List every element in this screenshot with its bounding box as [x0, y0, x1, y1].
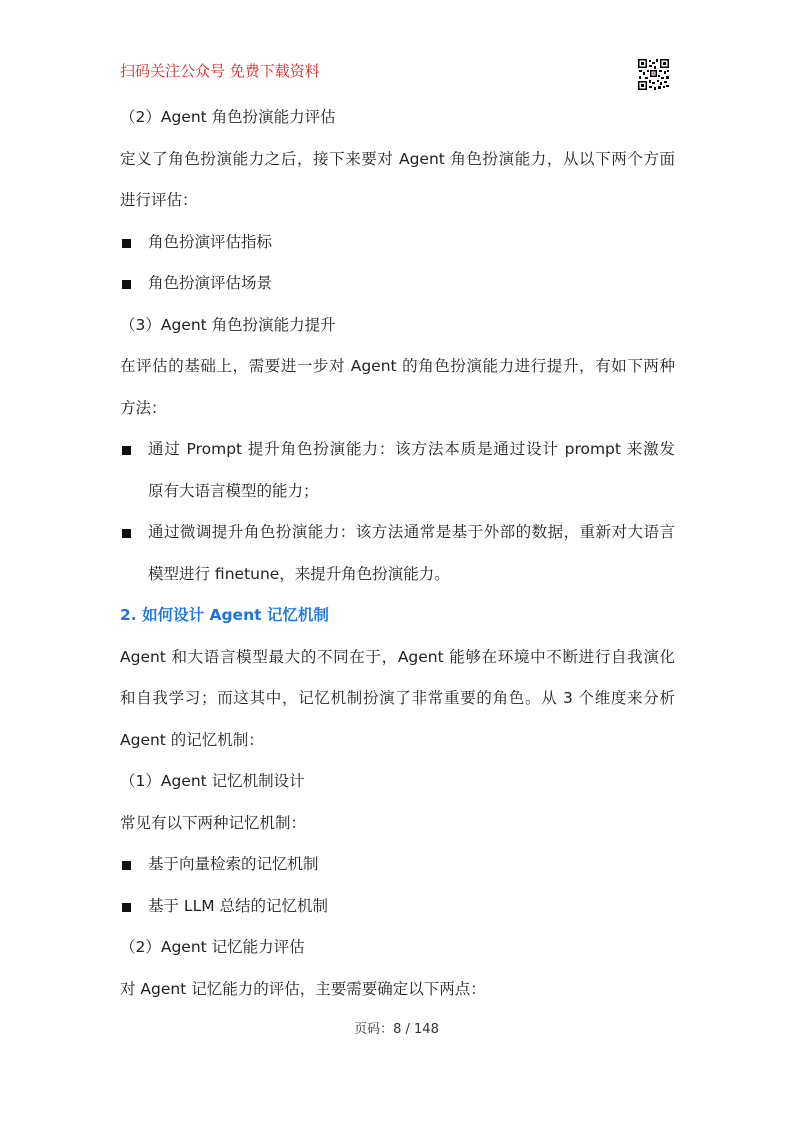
section-heading: 2. 如何设计 Agent 记忆机制 [120, 606, 329, 624]
bullet-item: 基于 LLM 总结的记忆机制 [120, 886, 675, 928]
qr-code-icon[interactable] [637, 58, 670, 91]
bullet-continuation: 原有大语言模型的能力； [148, 481, 319, 500]
paragraph-line: Agent 和大语言模型最大的不同在于，Agent 能够在环境中不断进行自我演化 [120, 647, 675, 666]
paragraph-line: 在评估的基础上，需要进一步对 Agent 的角色扮演能力进行提升，有如下两种 [120, 357, 675, 375]
paragraph-line: 进行评估： [120, 191, 198, 209]
paragraph-line: 对 Agent 记忆能力的评估，主要需要确定以下两点： [120, 979, 486, 998]
section-subheading: （1）Agent 记忆机制设计 [120, 772, 305, 790]
bullet-item: 角色扮演评估指标 [120, 222, 675, 264]
paragraph-line: 和自我学习；而这其中，记忆机制扮演了非常重要的角色。从 3 个维度来分析 [120, 689, 675, 707]
promo-header: 扫码关注公众号 免费下载资料 [120, 62, 320, 80]
paragraph-line: Agent 的记忆机制： [120, 730, 264, 749]
section-subheading: （2）Agent 记忆能力评估 [120, 938, 305, 956]
bullet-item: 基于向量检索的记忆机制 [120, 844, 675, 886]
page-content [120, 97, 675, 1010]
bullet-item: 角色扮演评估场景 [120, 263, 675, 305]
bullet-item: 通过 Prompt 提升角色扮演能力：该方法本质是通过设计 prompt 来激发 [120, 429, 675, 471]
paragraph-line: 常见有以下两种记忆机制： [120, 813, 307, 832]
bullet-item: 通过微调提升角色扮演能力：该方法通常是基于外部的数据，重新对大语言 [120, 512, 675, 554]
section-subheading: （2）Agent 角色扮演能力评估 [120, 108, 336, 126]
paragraph-line: 方法： [120, 398, 167, 417]
bullet-continuation: 模型进行 finetune，来提升角色扮演能力。 [148, 564, 450, 583]
paragraph-line: 定义了角色扮演能力之后，接下来要对 Agent 角色扮演能力，从以下两个方面 [120, 149, 675, 168]
page-number: 页码：8 / 148 [354, 1022, 439, 1037]
section-subheading: （3）Agent 角色扮演能力提升 [120, 315, 336, 334]
